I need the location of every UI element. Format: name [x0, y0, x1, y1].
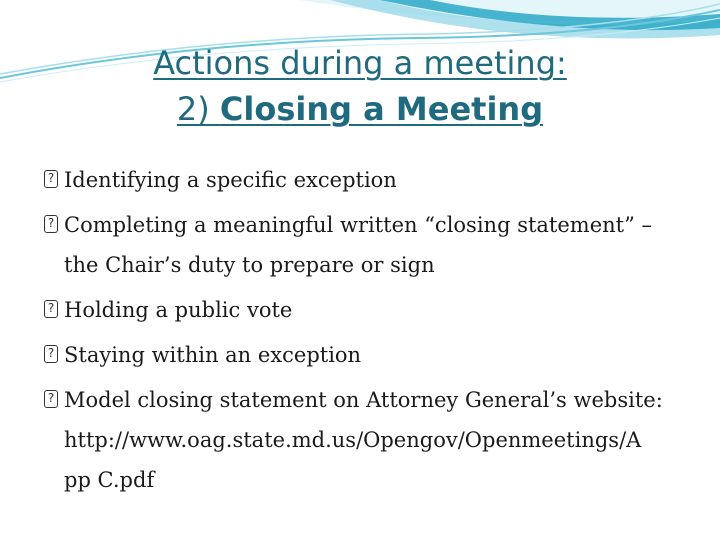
slide-title: [0, 40, 720, 132]
bullet-list: [44, 160, 694, 505]
bullet-marker-icon: ?: [44, 345, 58, 363]
bullet-text: Identifying a specific exception: [64, 168, 397, 192]
bullet-item: [44, 380, 694, 500]
bullet-text: Model closing statement on Attorney General’s website:: [64, 388, 663, 412]
bullet-text: Holding a public vote: [64, 298, 293, 322]
bullet-marker-icon: ?: [44, 215, 58, 233]
bullet-continuation: the Chair’s duty to prepare or sign: [64, 253, 435, 277]
bullet-item: [44, 205, 694, 285]
bullet-marker-icon: ?: [44, 390, 58, 408]
bullet-text: Staying within an exception: [64, 343, 362, 367]
bullet-item: [44, 335, 694, 375]
bullet-item: [44, 160, 694, 200]
bullet-marker-icon: ?: [44, 170, 58, 188]
title-line-2: Closing a Meeting: [219, 90, 544, 128]
bullet-marker-icon: ?: [44, 300, 58, 318]
website-url[interactable]: http://www.oag.state.md.us/Opengov/Openmeetings/A: [64, 428, 642, 452]
bullet-text: Completing a meaningful written “closing statement” –: [64, 213, 653, 237]
website-url-continuation[interactable]: pp C.pdf: [64, 468, 155, 492]
bullet-item: [44, 290, 694, 330]
title-line-1: Actions during a meeting:: [153, 44, 567, 82]
title-number: 2): [176, 90, 220, 128]
